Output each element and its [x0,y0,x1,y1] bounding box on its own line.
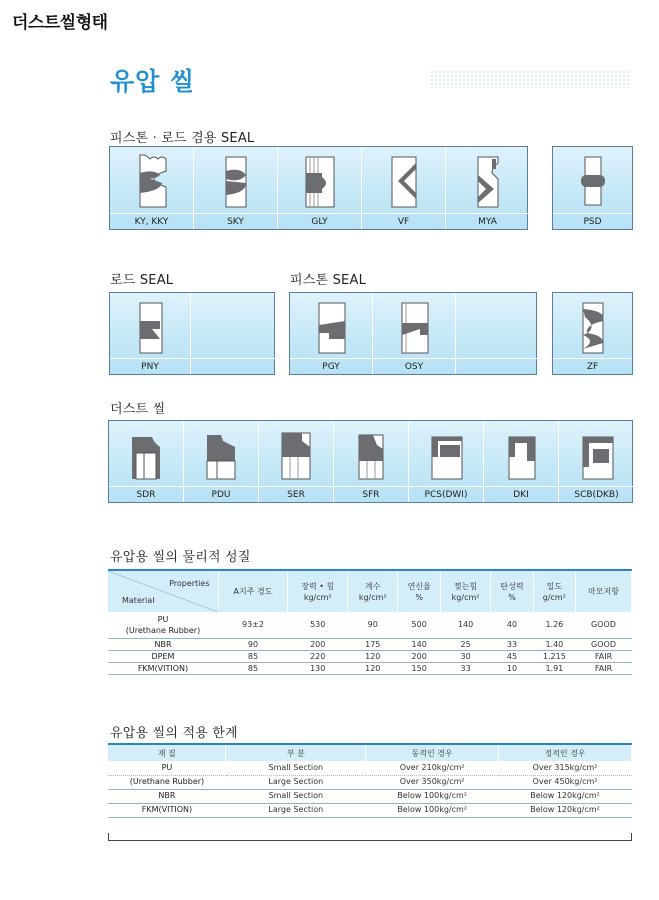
static-cell: Over 315kg/cm² [499,761,632,775]
seal-cell-ser [259,421,334,502]
properties-header-row [108,570,632,612]
pgy-seal-icon [311,299,351,355]
header-dynamic: 동적인 경우 [366,744,499,761]
limits-header-row [108,744,632,761]
seal-cell-pcs [409,421,484,502]
seal-label: SKY [194,213,277,229]
value-cell: 200 [398,650,440,662]
material-cell: NBR [108,638,218,650]
seal-cell-empty [456,293,538,374]
dynamic-cell: Over 210kg/cm² [366,761,499,775]
piston-rod-seal-panel [109,146,528,230]
seal-label: SFR [334,486,408,502]
psd-seal-icon [573,153,613,209]
seal-cell-mya [446,147,529,229]
seal-cell-osy [373,293,456,374]
pdu-seal-icon [201,427,241,483]
piston-seal-panel [289,292,537,375]
value-cell: 120 [348,662,398,674]
seal-label: ZF [553,358,632,374]
seal-cell-pdu [184,421,259,502]
header-hardness: A지주 경도 [218,570,288,612]
table-row [108,803,632,817]
ky-seal-icon [132,153,172,209]
value-cell: 140 [398,638,440,650]
page-heading: 더스트씰형태 [12,13,108,33]
table-row [108,650,632,662]
value-cell: 33 [440,662,490,674]
table-row [108,612,632,638]
section-title-rod: 로드 SEAL [110,273,174,288]
seal-cell-pny [110,293,191,374]
zf-seal-icon [573,299,613,355]
part-cell: Large Section [226,775,366,789]
corner-properties-label: Properties [169,579,210,588]
sky-seal-icon [216,153,256,209]
table-row [108,761,632,775]
seal-cell-gly [278,147,362,229]
section-title-dust: 더스트 씰 [110,402,166,417]
bottom-bracket-line [108,833,632,841]
seal-label: SER [259,486,333,502]
value-cell: FAIR [576,662,632,674]
value-cell: 120 [348,650,398,662]
value-cell: 200 [288,638,348,650]
corner-header [108,570,218,612]
seal-cell-dki [484,421,559,502]
dki-seal-icon [501,427,541,483]
rod-seal-panel [109,292,275,375]
seal-label: PGY [290,358,372,374]
limits-table [108,743,632,818]
value-cell: 130 [288,662,348,674]
table-row [108,662,632,674]
value-cell: 1.91 [533,662,575,674]
table-row [108,789,632,803]
vf-seal-icon [384,153,424,209]
seal-label: GLY [278,213,361,229]
table-row [108,775,632,789]
value-cell: 10 [491,662,533,674]
value-cell: 30 [440,650,490,662]
seal-label: PSD [553,213,632,229]
seal-cell-ky [110,147,194,229]
dynamic-cell: Below 100kg/cm² [366,789,499,803]
pcs-seal-icon [426,427,466,483]
value-cell: 175 [348,638,398,650]
value-cell: 90 [348,612,398,638]
seal-label: VF [362,213,445,229]
part-cell: Small Section [226,761,366,775]
seal-label [191,358,276,374]
osy-seal-icon [394,299,434,355]
section-title-piston-rod: 피스톤 · 로드 겸용 SEAL [110,131,255,146]
psd-seal-panel [552,146,633,230]
value-cell: 85 [218,650,288,662]
part-cell: Small Section [226,789,366,803]
header-density: 밀도 g/cm² [533,570,575,612]
seal-label: OSY [373,358,455,374]
static-cell: Below 120kg/cm² [499,803,632,817]
value-cell: 1.26 [533,612,575,638]
ser-seal-icon [276,427,316,483]
value-cell: GOOD [576,638,632,650]
header-tensile: 장력 • 힘 kg/cm² [288,570,348,612]
seal-label [456,358,538,374]
value-cell: 140 [440,612,490,638]
material-cell: FKM(VITION) [108,803,226,817]
mya-seal-icon [468,153,508,209]
material-cell: PU [108,761,226,775]
header-static: 정적인 경우 [499,744,632,761]
value-cell: 25 [440,638,490,650]
value-cell: 220 [288,650,348,662]
seal-label: PNY [110,358,190,374]
value-cell: 150 [398,662,440,674]
value-cell: FAIR [576,650,632,662]
value-cell: 85 [218,662,288,674]
scb-seal-icon [577,427,617,483]
value-cell: 500 [398,612,440,638]
sdr-seal-icon [126,427,166,483]
header-part: 부 분 [226,744,366,761]
seal-label: PCS(DWI) [409,486,483,502]
static-cell: Below 120kg/cm² [499,789,632,803]
seal-cell-pgy [290,293,373,374]
seal-cell-sfr [334,421,409,502]
header-resilience: 탄성력 % [491,570,533,612]
value-cell: 93±2 [218,612,288,638]
seal-cell-vf [362,147,446,229]
value-cell: 45 [491,650,533,662]
dynamic-cell: Over 350kg/cm² [366,775,499,789]
section-title-properties: 유압용 씰의 물리적 성질 [110,550,251,565]
seal-cell-sdr [109,421,184,502]
value-cell: GOOD [576,612,632,638]
header-modulus: 계수 kg/cm² [348,570,398,612]
seal-cell-empty [191,293,276,374]
material-cell: PU (Urethane Rubber) [108,612,218,638]
dynamic-cell: Below 100kg/cm² [366,803,499,817]
value-cell: 1.40 [533,638,575,650]
main-title: 유압 씰 [110,67,196,96]
value-cell: 1.215 [533,650,575,662]
seal-label: SDR [109,486,183,502]
zf-seal-panel [552,292,633,375]
sfr-seal-icon [351,427,391,483]
seal-label: KY, KKY [110,213,193,229]
material-cell: (Urethane Rubber) [108,775,226,789]
section-title-limits: 유압용 씰의 적용 한계 [110,726,238,741]
seal-label: SCB(DKB) [559,486,634,502]
material-cell: FKM(VITION) [108,662,218,674]
dot-pattern [430,70,630,88]
part-cell: Large Section [226,803,366,817]
seal-cell-sky [194,147,278,229]
material-cell: DPEM [108,650,218,662]
pny-seal-icon [130,299,170,355]
seal-label: PDU [184,486,258,502]
value-cell: 530 [288,612,348,638]
material-cell: NBR [108,789,226,803]
static-cell: Over 450kg/cm² [499,775,632,789]
gly-seal-icon [300,153,340,209]
dust-seal-panel [108,420,633,503]
section-title-piston: 피스톤 SEAL [290,273,367,288]
header-abrasion: 마모저항 [576,570,632,612]
header-material: 재 질 [108,744,226,761]
properties-table [108,569,632,675]
seal-label: MYA [446,213,529,229]
table-row [108,638,632,650]
value-cell: 33 [491,638,533,650]
value-cell: 90 [218,638,288,650]
seal-cell-scb [559,421,634,502]
header-elongation: 연신율 % [398,570,440,612]
seal-label: DKI [484,486,558,502]
header-tear: 찢는힘 kg/cm² [440,570,490,612]
corner-material-label: Material [122,596,155,605]
value-cell: 40 [491,612,533,638]
